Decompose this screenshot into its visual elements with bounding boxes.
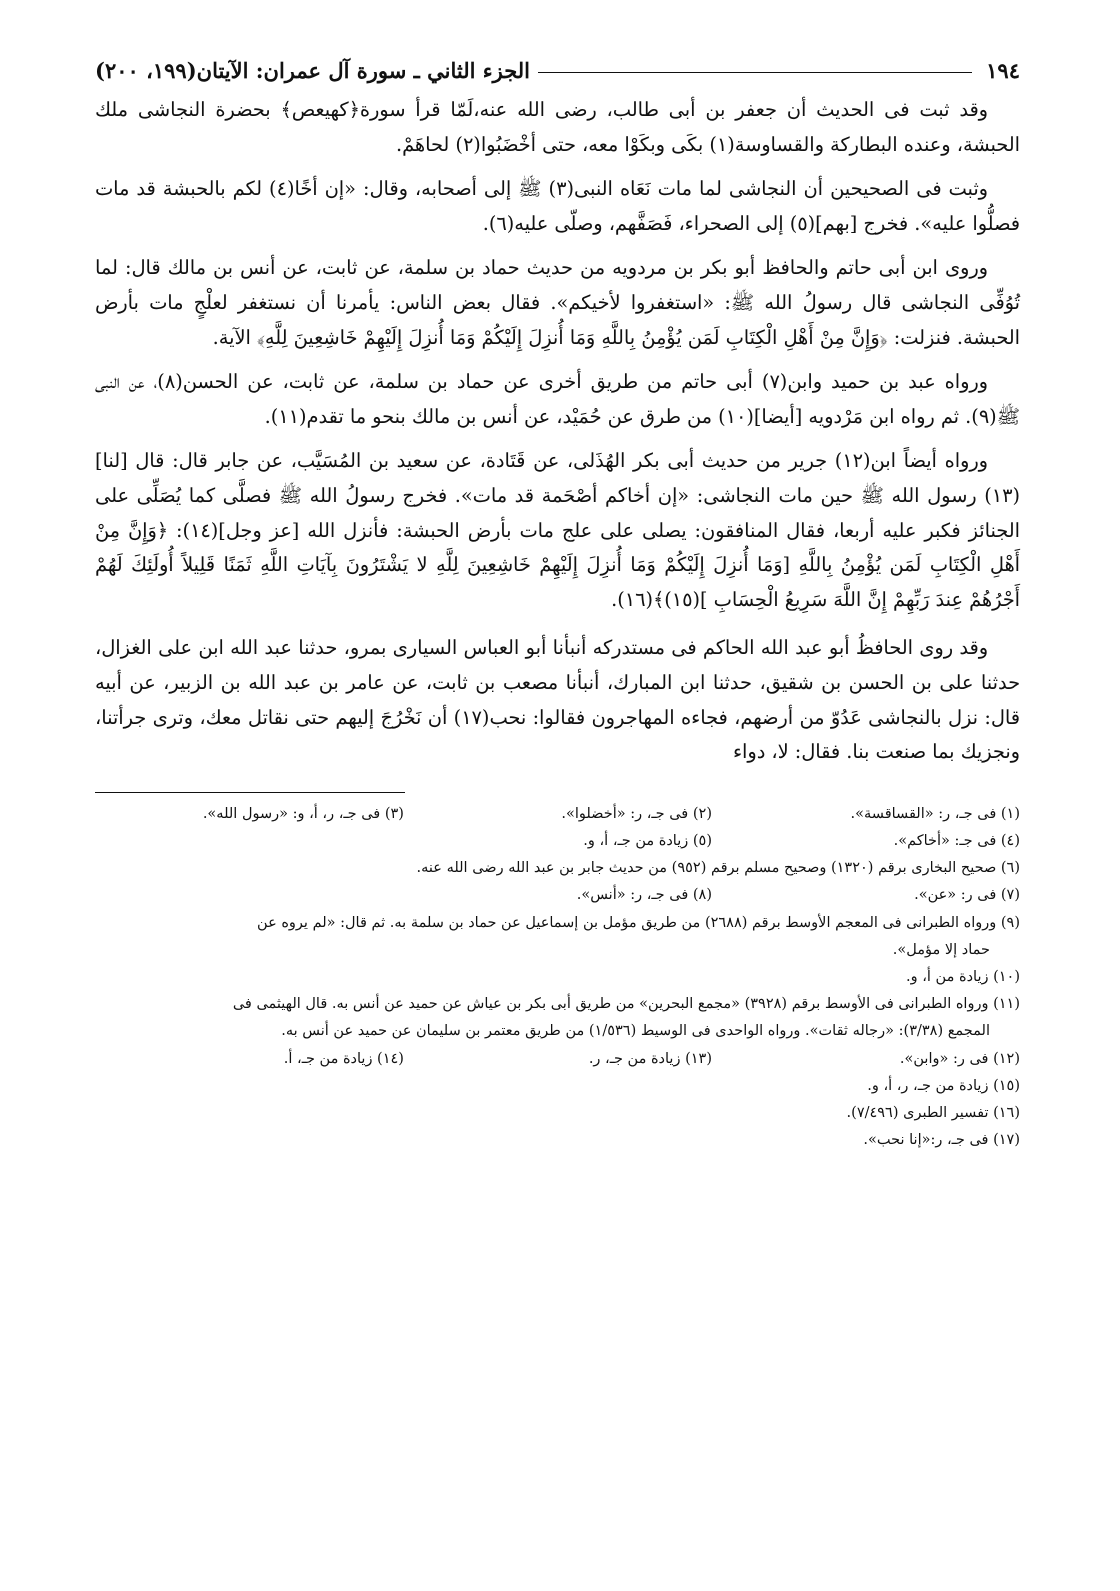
paragraph: وروى ابن أبى حاتم والحافظ أبو بكر بن مردويه من حديث حماد بن سلمة، عن ثابت، عن أنس بن مالك قال: لما تُوُفِّى النجاشى قال رسولُ الله ﷺ: «استغفروا لأخيكم». فقال بعض الناس: يأمرنا أن نستغفر لعلْجٍ مات بأرض الحبشة. فنزلت: ﴿وَإِنَّ مِنْ أَهْلِ الْكِتَابِ لَمَن يُؤْمِنُ بِاللَّهِ وَمَا أُنزِلَ إِلَيْكُمْ وَمَا أُنزِلَ إِلَيْهِمْ خَاشِعِينَ لِلَّهِ﴾ الآية. [95,256,1020,349]
paragraph: وقد ثبت فى الحديث أن جعفر بن أبى طالب، رضى الله عنه،لَمّا قرأ سورة﴿كهيعص﴾ بحضرة النجاشى ملك الحبشة، وعنده البطاركة والقساوسة(١) بكَى وبكَوْا معه، حتى أخْضَبُوا(٢) لحاهَمْ. [95,98,1020,156]
footnote: (١٦) تفسير الطبرى (٧/٤٩٦). [846,1104,1020,1121]
footnote: (٣) فى جـ، ر، أ، و: «رسول الله». [202,805,404,822]
footnote-row [95,828,1020,855]
footnote: (٦) صحيح البخارى برقم (١٣٢٠) وصحيح مسلم برقم (٩٥٢) من حديث جابر بن عبد الله رضى الله عنه. [416,860,1020,877]
footnote: (١٣) زيادة من جـ، ر. [588,1050,712,1067]
page-number: ١٩٤ [986,58,1020,83]
footnote: (٥) زيادة من جـ، أ، و. [583,832,712,849]
footnote: (١٧) فى جـ، ر:«إنا نحب». [863,1132,1020,1149]
footnote-continuation: المجمع (٣/٣٨): «رجاله ثقات». ورواه الواحدى فى الوسيط (١/٥٣٦) من طريق معتمر بن سليمان عن حميد عن أنس به. [281,1023,990,1040]
header-title: الجزء الثاني ـ سورة آل عمران: الآيتان(١٩٩، ٢٠٠) [95,58,530,83]
footnote: (١٢) فى ر: «وابن». [899,1050,1020,1067]
footnote-divider [95,792,405,793]
footnote-row [95,801,1020,828]
footnote: (٧) فى ر: «عن». [914,887,1020,904]
footnote: (٢) فى جـ، ر: «أخضلوا». [561,805,712,822]
footnote-continuation: حماد إلا مؤمل». [892,941,990,958]
paragraph: ورواه عبد بن حميد وابن(٧) أبى حاتم من طريق أخرى عن حماد بن سلمة، عن ثابت، عن الحسن(٨)، عن النبى ﷺ(٩). ثم رواه ابن مَرْدويه [أيضا](١٠) من طرق عن حُمَيْد، عن أنس بن مالك بنحو ما تقدم(١١). [95,370,1020,428]
footnote: (٩) ورواه الطبرانى فى المعجم الأوسط برقم (٢٦٨٨) من طريق مؤمل بن إسماعيل عن حماد بن سلمة به. ثم قال: «لم يروه عن [257,914,1020,931]
footnote-row [95,1046,1020,1073]
footnote: (٨) فى جـ، ر: «أنس». [576,887,712,904]
footnote: (١٤) زيادة من جـ، أ. [283,1050,404,1067]
footnote: (١) فى جـ، ر: «القساقسة». [850,805,1020,822]
footnote: (٤) فى جـ: «أخاكم». [893,832,1020,849]
running-header [95,58,1020,85]
footnote: (١١) ورواه الطبرانى فى الأوسط برقم (٣٩٢٨) «مجمع البحرين» من طريق أبى بكر بن عياش عن حميد عن أنس به. قال الهيثمى فى [232,996,1020,1013]
paragraph: وثبت فى الصحيحين أن النجاشى لما مات نَعَاه النبى(٣) ﷺ إلى أصحابه، وقال: «إن أخًا(٤) لكم بالحبشة قد مات فصلُّوا عليه». فخرج [بهم](٥) إلى الصحراء، فَصَفَّهم، وصلّى عليه(٦). [95,177,1020,235]
footnote-row [95,882,1020,909]
paragraph: ورواه أيضاً ابن(١٢) جرير من حديث أبى بكر الهُذَلى، عن قَتَادة، عن سعيد بن المُسَيَّب، عن جابر قال: قال [لنا](١٣) رسول الله ﷺ حين مات النجاشى: «إن أخاكم أصْحَمة قد مات». فخرج رسولُ الله ﷺ فصلَّى كما يُصَلِّى على الجنائز فكبر عليه أربعا، فقال المنافقون: يصلى على علج مات بأرض الحبشة: فأنزل الله [عز وجل](١٤): ﴿وَإِنَّ مِنْ أَهْلِ الْكِتَابِ لَمَن يُؤْمِنُ بِاللَّهِ [وَمَا أُنزِلَ إِلَيْكُمْ وَمَا أُنزِلَ إِلَيْهِمْ خَاشِعِينَ لِلَّهِ لا يَشْتَرُونَ بِآيَاتِ اللَّهِ ثَمَنًا قَلِيلاً أُولَئِكَ لَهُمْ أَجْرُهُمْ عِندَ رَبِّهِمْ إِنَّ اللَّهَ سَرِيعُ الْحِسَابِ ](١٥)﴾(١٦). [95,449,1020,611]
header-rule [538,72,972,73]
main-text [95,93,1020,770]
paragraph: وقد روى الحافظُ أبو عبد الله الحاكم فى مستدركه أنبأنا أبو العباس السيارى بمرو، حدثنا عبد الله ابن على الغزال، حدثنا على بن الحسن بن شقيق، حدثنا ابن المبارك، أنبأنا مصعب بن ثابت، عن عامر بن عبد الله بن الزبير، عن أبيه قال: نزل بالنجاشى عَدُوّ من أرضهم، فجاءه المهاجرون فقالوا: نحب(١٧) أن نَخْرُجَ إليهم حتى نقاتل معك، وترى جرأتنا، ونجزيك بما صنعت بنا. فقال: لا، دواء [95,636,1021,764]
footnote: (١٥) زيادة من جـ، ر، أ، و. [867,1077,1020,1094]
footnotes [95,801,1020,1155]
footnote: (١٠) زيادة من أ، و. [906,968,1020,985]
